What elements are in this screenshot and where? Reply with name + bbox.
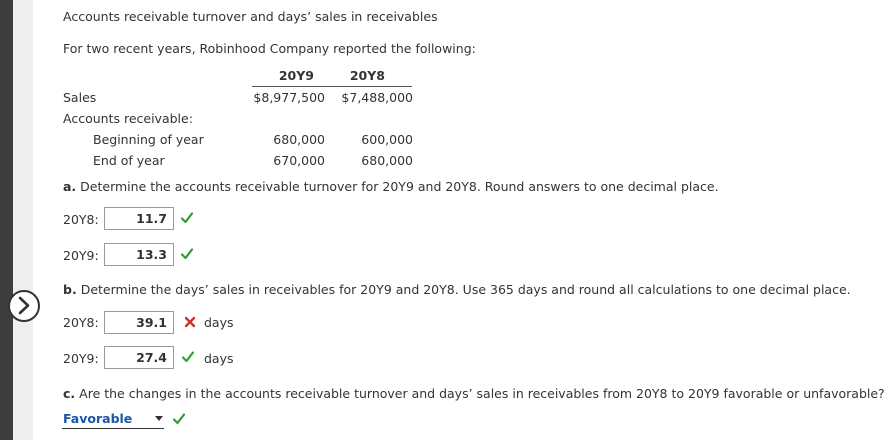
left-sidebar-gutter <box>13 0 33 440</box>
answer-b-20y8-unit: days <box>204 315 234 330</box>
question-b-text: Determine the days’ sales in receivables for 20Y9 and 20Y8. Use 365 days and round all calculations to one decimal place. <box>80 282 851 297</box>
column-header-20y8: 20Y8 <box>349 68 385 83</box>
answer-a-20y8-label: 20Y8: <box>63 212 99 227</box>
answer-a-20y8-input[interactable]: 11.7 <box>104 207 174 230</box>
beginning-value-20y8: 600,000 <box>361 132 413 147</box>
question-a-text: Determine the accounts receivable turnover for 20Y9 and 20Y8. Round answers to one decimal place. <box>80 179 719 194</box>
incorrect-x-icon <box>184 316 196 328</box>
answer-a-20y9-input[interactable]: 13.3 <box>104 243 174 266</box>
chevron-right-icon <box>10 292 37 319</box>
expand-button[interactable] <box>8 290 40 322</box>
question-a-letter: a. <box>63 179 77 194</box>
sales-value-20y9: $8,977,500 <box>253 90 325 105</box>
check-icon <box>180 247 194 261</box>
answer-b-20y9-input[interactable]: 27.4 <box>104 346 174 369</box>
question-b-letter: b. <box>63 282 77 297</box>
question-c <box>63 386 885 401</box>
left-sidebar-bar <box>0 0 13 440</box>
answer-a-20y9-label: 20Y9: <box>63 248 99 263</box>
beginning-of-year-label: Beginning of year <box>93 132 204 147</box>
question-c-text: Are the changes in the accounts receivable turnover and days’ sales in receivables from 20Y8 to 20Y9 favorable or unfavorable? <box>79 386 885 401</box>
answer-b-20y8-input[interactable]: 39.1 <box>104 311 174 334</box>
question-b <box>63 282 851 297</box>
favorable-select[interactable] <box>62 409 164 429</box>
header-underline <box>252 86 412 87</box>
answer-b-20y9-label: 20Y9: <box>63 351 99 366</box>
answer-b-20y9-unit: days <box>204 351 234 366</box>
accounts-receivable-label: Accounts receivable: <box>63 111 193 126</box>
problem-intro: For two recent years, Robinhood Company reported the following: <box>63 41 476 56</box>
end-value-20y9: 670,000 <box>273 153 325 168</box>
check-icon <box>180 211 194 225</box>
column-header-20y9: 20Y9 <box>278 68 314 83</box>
problem-title: Accounts receivable turnover and days’ sales in receivables <box>63 9 438 24</box>
sales-value-20y8: $7,488,000 <box>341 90 413 105</box>
end-value-20y8: 680,000 <box>361 153 413 168</box>
check-icon <box>172 412 186 426</box>
end-of-year-label: End of year <box>93 153 165 168</box>
check-icon <box>181 350 195 364</box>
sales-label: Sales <box>63 90 97 105</box>
beginning-value-20y9: 680,000 <box>273 132 325 147</box>
answer-b-20y8-label: 20Y8: <box>63 315 99 330</box>
dropdown-arrow-icon <box>155 416 163 421</box>
question-a <box>63 179 719 194</box>
favorable-select-value: Favorable <box>63 411 133 426</box>
question-c-letter: c. <box>63 386 76 401</box>
